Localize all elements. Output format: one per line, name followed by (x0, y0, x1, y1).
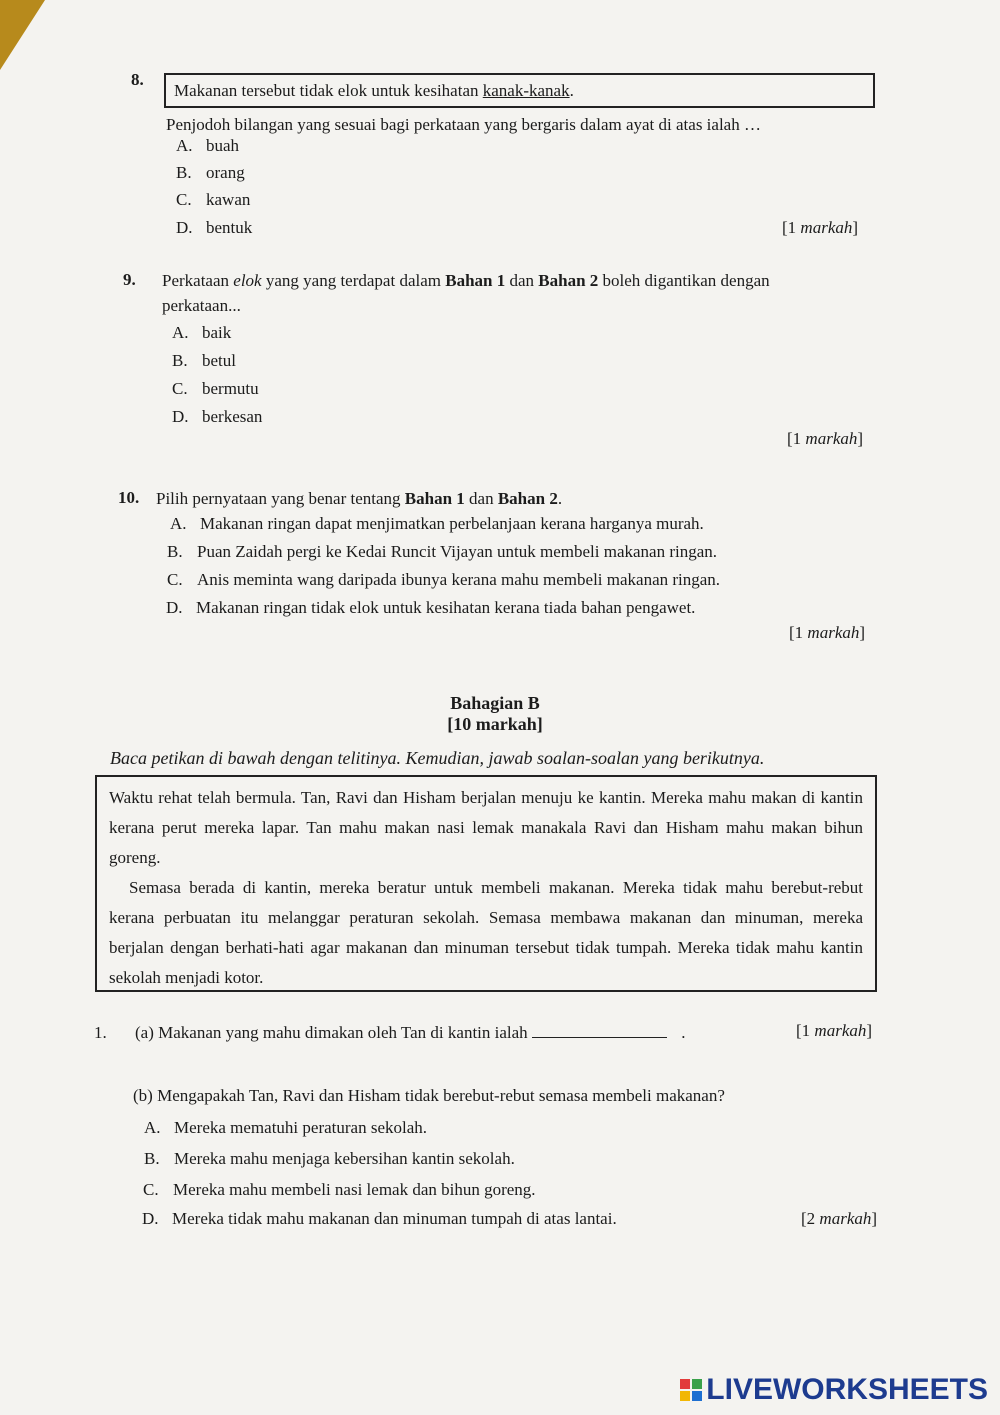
marks-word: markah (805, 429, 858, 448)
option-letter: A. (170, 514, 187, 533)
q8-question: Penjodoh bilangan yang sesuai bagi perkataan yang bergaris dalam ayat di atas ialah … (166, 115, 761, 134)
section-b-title: Bahagian B (450, 693, 540, 713)
option-letter: D. (142, 1209, 159, 1228)
q8-option-a[interactable] (176, 136, 239, 156)
q10-text: Pilih pernyataan yang benar tentang (156, 489, 405, 508)
q9-question-line1 (162, 270, 770, 292)
option-text: Makanan ringan dapat menjimatkan perbelanjaan kerana harganya murah. (200, 514, 704, 533)
q9-bold-bahan1: Bahan 1 (445, 271, 506, 290)
q10-marks (789, 623, 865, 643)
marks-word: markah (814, 1021, 867, 1040)
q10-text: . (557, 489, 563, 508)
q9-italic-word: elok (233, 271, 262, 290)
q9-text: Perkataan (162, 271, 234, 290)
section-b-instruction: Baca petikan di bawah dengan telitinya. Kemudian, jawab soalan-soalan yang berikutnya. (110, 748, 765, 768)
q9-text: boleh digantikan dengan (598, 271, 770, 290)
marks-close: ] (852, 218, 859, 237)
q10-option-a[interactable] (170, 514, 704, 534)
marks-open: [2 (801, 1209, 820, 1228)
marks-open: [1 (796, 1021, 815, 1040)
q10-option-d[interactable] (166, 598, 695, 618)
marks-close: ] (859, 623, 866, 642)
q8-marks (782, 218, 858, 238)
option-text: baik (202, 323, 232, 342)
q1-number: 1. (94, 1023, 107, 1042)
q1a-end: . (681, 1023, 686, 1042)
marks-close: ] (871, 1209, 878, 1228)
q10-text: dan (464, 489, 498, 508)
marks-word: markah (807, 623, 860, 642)
scan-corner-mark (0, 0, 45, 70)
marks-open: [1 (787, 429, 806, 448)
section-b-total: [10 markah] (447, 714, 543, 734)
option-letter: A. (176, 136, 193, 155)
liveworksheets-logo-icon (680, 1379, 702, 1401)
option-letter: B. (172, 351, 188, 370)
q1b-option-c[interactable] (143, 1180, 536, 1200)
q8-boxed-sentence (164, 73, 875, 108)
q9-text: dan (505, 271, 539, 290)
option-letter: B. (176, 163, 192, 182)
liveworksheets-logo-text: LIVEWORKSHEETS (706, 1373, 988, 1406)
q1b-option-d[interactable] (142, 1209, 617, 1229)
option-letter: B. (144, 1149, 160, 1168)
option-text: Mereka mematuhi peraturan sekolah. (174, 1118, 428, 1137)
option-text: Mereka mahu membeli nasi lemak dan bihun goreng. (173, 1180, 536, 1199)
option-text: betul (202, 351, 236, 370)
q10-question (156, 488, 562, 510)
option-letter: D. (176, 218, 193, 237)
q1b-option-a[interactable] (144, 1118, 427, 1138)
q8-number: 8. (131, 70, 144, 89)
q1b-question: (b) Mengapakah Tan, Ravi dan Hisham tidak berebut-rebut semasa membeli makanan? (133, 1086, 725, 1105)
option-letter: C. (176, 190, 192, 209)
option-text: Mereka mahu menjaga kebersihan kantin sekolah. (174, 1149, 515, 1168)
q8-sentence-underlined: kanak-kanak (482, 81, 570, 100)
q9-text: yang yang terdapat dalam (261, 271, 446, 290)
option-text: berkesan (202, 407, 263, 426)
q9-marks (787, 429, 863, 449)
liveworksheets-logo[interactable] (680, 1373, 988, 1407)
q1a-marks (796, 1021, 872, 1041)
option-text: bermutu (202, 379, 259, 398)
q8-option-b[interactable] (176, 163, 245, 183)
q9-option-c[interactable] (172, 379, 259, 399)
option-letter: C. (172, 379, 188, 398)
q9-option-b[interactable] (172, 351, 236, 371)
option-letter: A. (172, 323, 189, 342)
q1b-marks (801, 1209, 877, 1229)
q9-option-d[interactable] (172, 407, 262, 427)
q8-option-c[interactable] (176, 190, 250, 210)
q8-sentence-pre: Makanan tersebut tidak elok untuk kesihatan (174, 81, 483, 100)
q10-bold-bahan2: Bahan 2 (497, 489, 558, 508)
option-letter: D. (172, 407, 189, 426)
marks-close: ] (866, 1021, 873, 1040)
option-text: orang (206, 163, 245, 182)
marks-open: [1 (782, 218, 801, 237)
q9-option-a[interactable] (172, 323, 231, 343)
q1b-option-b[interactable] (144, 1149, 515, 1169)
option-text: Mereka tidak mahu makanan dan minuman tumpah di atas lantai. (172, 1209, 617, 1228)
q8-option-d[interactable] (176, 218, 252, 238)
q9-number: 9. (123, 270, 136, 289)
option-text: Anis meminta wang daripada ibunya kerana mahu membeli makanan ringan. (197, 570, 721, 589)
marks-close: ] (857, 429, 864, 448)
option-text: Makanan ringan tidak elok untuk kesihatan kerana tiada bahan pengawet. (196, 598, 696, 617)
option-letter: A. (144, 1118, 161, 1137)
option-letter: D. (166, 598, 183, 617)
passage-box (95, 775, 877, 992)
option-letter: C. (167, 570, 183, 589)
marks-word: markah (800, 218, 853, 237)
q8-sentence-post: . (569, 81, 574, 100)
q1a-text: (a) Makanan yang mahu dimakan oleh Tan di kantin ialah (135, 1023, 528, 1042)
passage-paragraph-1: Waktu rehat telah bermula. Tan, Ravi dan Hisham berjalan menuju ke kantin. Mereka mahu makan di kantin kerana perut mereka lapar. Tan mahu makan nasi lemak manakala Ravi dan Hisham mahu makan bihun goreng. (109, 788, 863, 867)
q1a-question (135, 1022, 685, 1044)
option-letter: C. (143, 1180, 159, 1199)
q1a-answer-blank[interactable] (532, 1024, 667, 1038)
option-text: buah (206, 136, 240, 155)
q10-option-b[interactable] (167, 542, 717, 562)
q9-question-line2: perkataan... (162, 296, 241, 315)
marks-open: [1 (789, 623, 808, 642)
q10-option-c[interactable] (167, 570, 720, 590)
option-text: kawan (206, 190, 251, 209)
option-letter: B. (167, 542, 183, 561)
passage-paragraph-2: Semasa berada di kantin, mereka beratur untuk membeli makanan. Mereka tidak mahu berebut-rebut kerana perbuatan itu melanggar peraturan sekolah. Semasa membawa makanan dan minuman, mereka berjalan dengan berhati-hati agar makanan dan minuman tersebut tidak tumpah. Mereka tidak mahu kantin sekolah menjadi kotor. (109, 878, 863, 987)
q10-number: 10. (118, 488, 140, 507)
q9-bold-bahan2: Bahan 2 (538, 271, 599, 290)
option-text: bentuk (206, 218, 253, 237)
marks-word: markah (819, 1209, 872, 1228)
q10-bold-bahan1: Bahan 1 (404, 489, 465, 508)
option-text: Puan Zaidah pergi ke Kedai Runcit Vijayan untuk membeli makanan ringan. (197, 542, 718, 561)
